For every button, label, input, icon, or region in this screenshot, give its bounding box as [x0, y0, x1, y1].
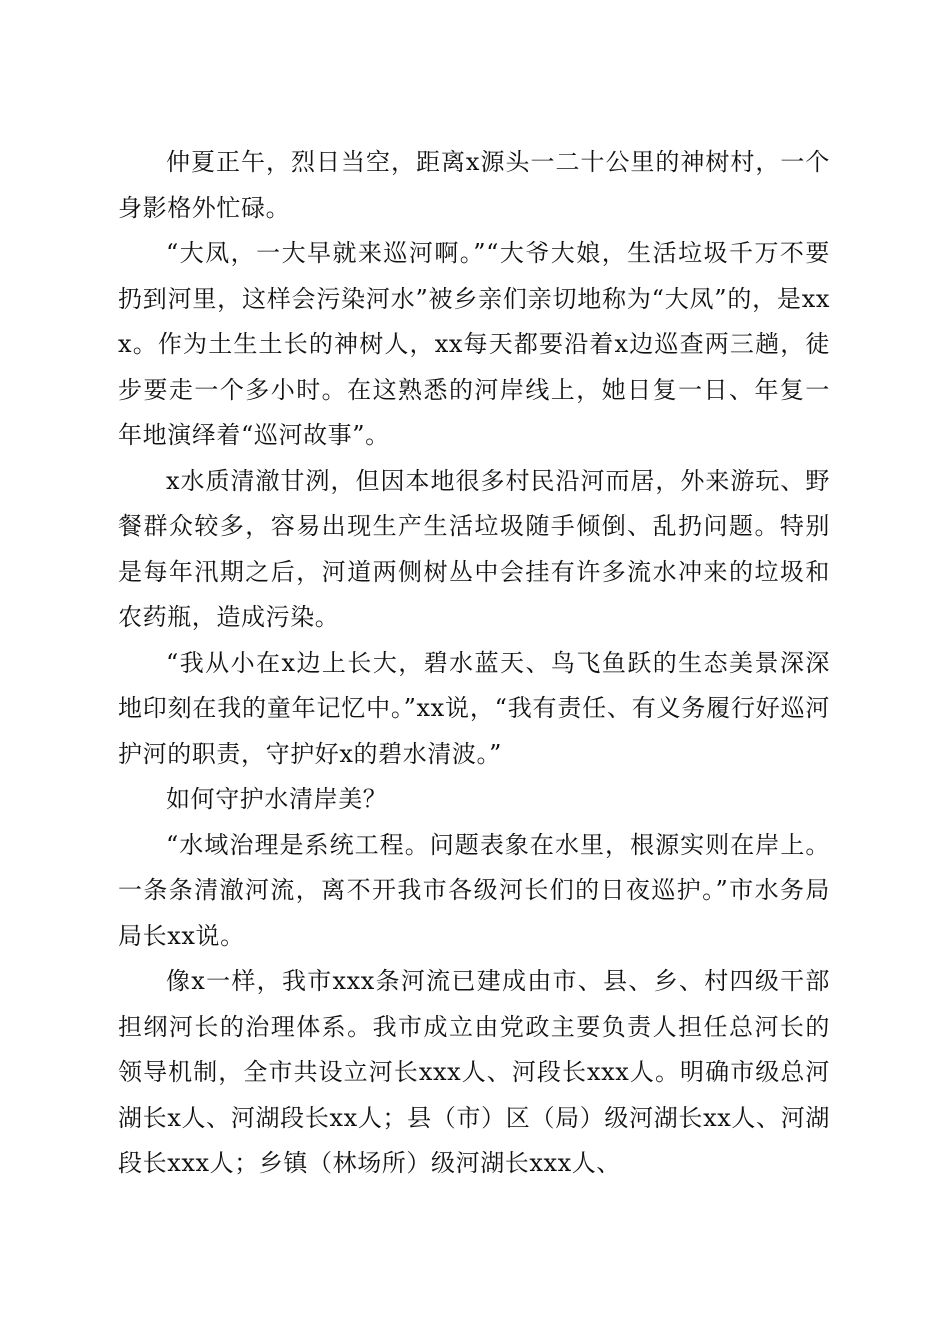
- paragraph-5: 如何守护水清岸美？: [166, 785, 388, 813]
- paragraph-2: “大凤，一大早就来巡河啊。”“大爷大娘，生活垃圾千万不要扔到河里，这样会污染河水”被乡亲们亲切地称为“大凤”的，是xxx。作为土生土长的神树人，xx每天都要沿着x边巡查两三趟，徒步要走一个多小时。在这熟悉的河岸线上，她日复一日、年复一年地演绎着“巡河故事”。: [118, 239, 830, 449]
- paragraph-7: 像x一样，我市xxx条河流已建成由市、县、乡、村四级干部担纲河长的治理体系。我市成立由党政主要负责人担任总河长的领导机制，全市共设立河长xxx人、河段长xxx人。明确市级总河湖长x人、河湖段长xx人；县（市）区（局）级河湖长xx人、河湖段长xxx人；乡镇（林场所）级河湖长xxx人、: [118, 967, 830, 1177]
- paragraph-4: “我从小在x边上长大，碧水蓝天、鸟飞鱼跃的生态美景深深地印刻在我的童年记忆中。”xx说，“我有责任、有义务履行好巡河护河的职责，守护好x的碧水清波。”: [118, 648, 830, 768]
- article-body: [118, 140, 830, 1187]
- paragraph-6: “水域治理是系统工程。问题表象在水里，根源实则在岸上。一条条清澈河流，离不开我市各级河长们的日夜巡护。”市水务局局长xx说。: [118, 830, 830, 950]
- paragraph-3: x水质清澈甘洌，但因本地很多村民沿河而居，外来游玩、野餐群众较多，容易出现生产生活垃圾随手倾倒、乱扔问题。特别是每年汛期之后，河道两侧树丛中会挂有许多流水冲来的垃圾和农药瓶，造成污染。: [118, 466, 830, 631]
- paragraph-1: 仲夏正午，烈日当空，距离x源头一二十公里的神树村，一个身影格外忙碌。: [118, 148, 830, 222]
